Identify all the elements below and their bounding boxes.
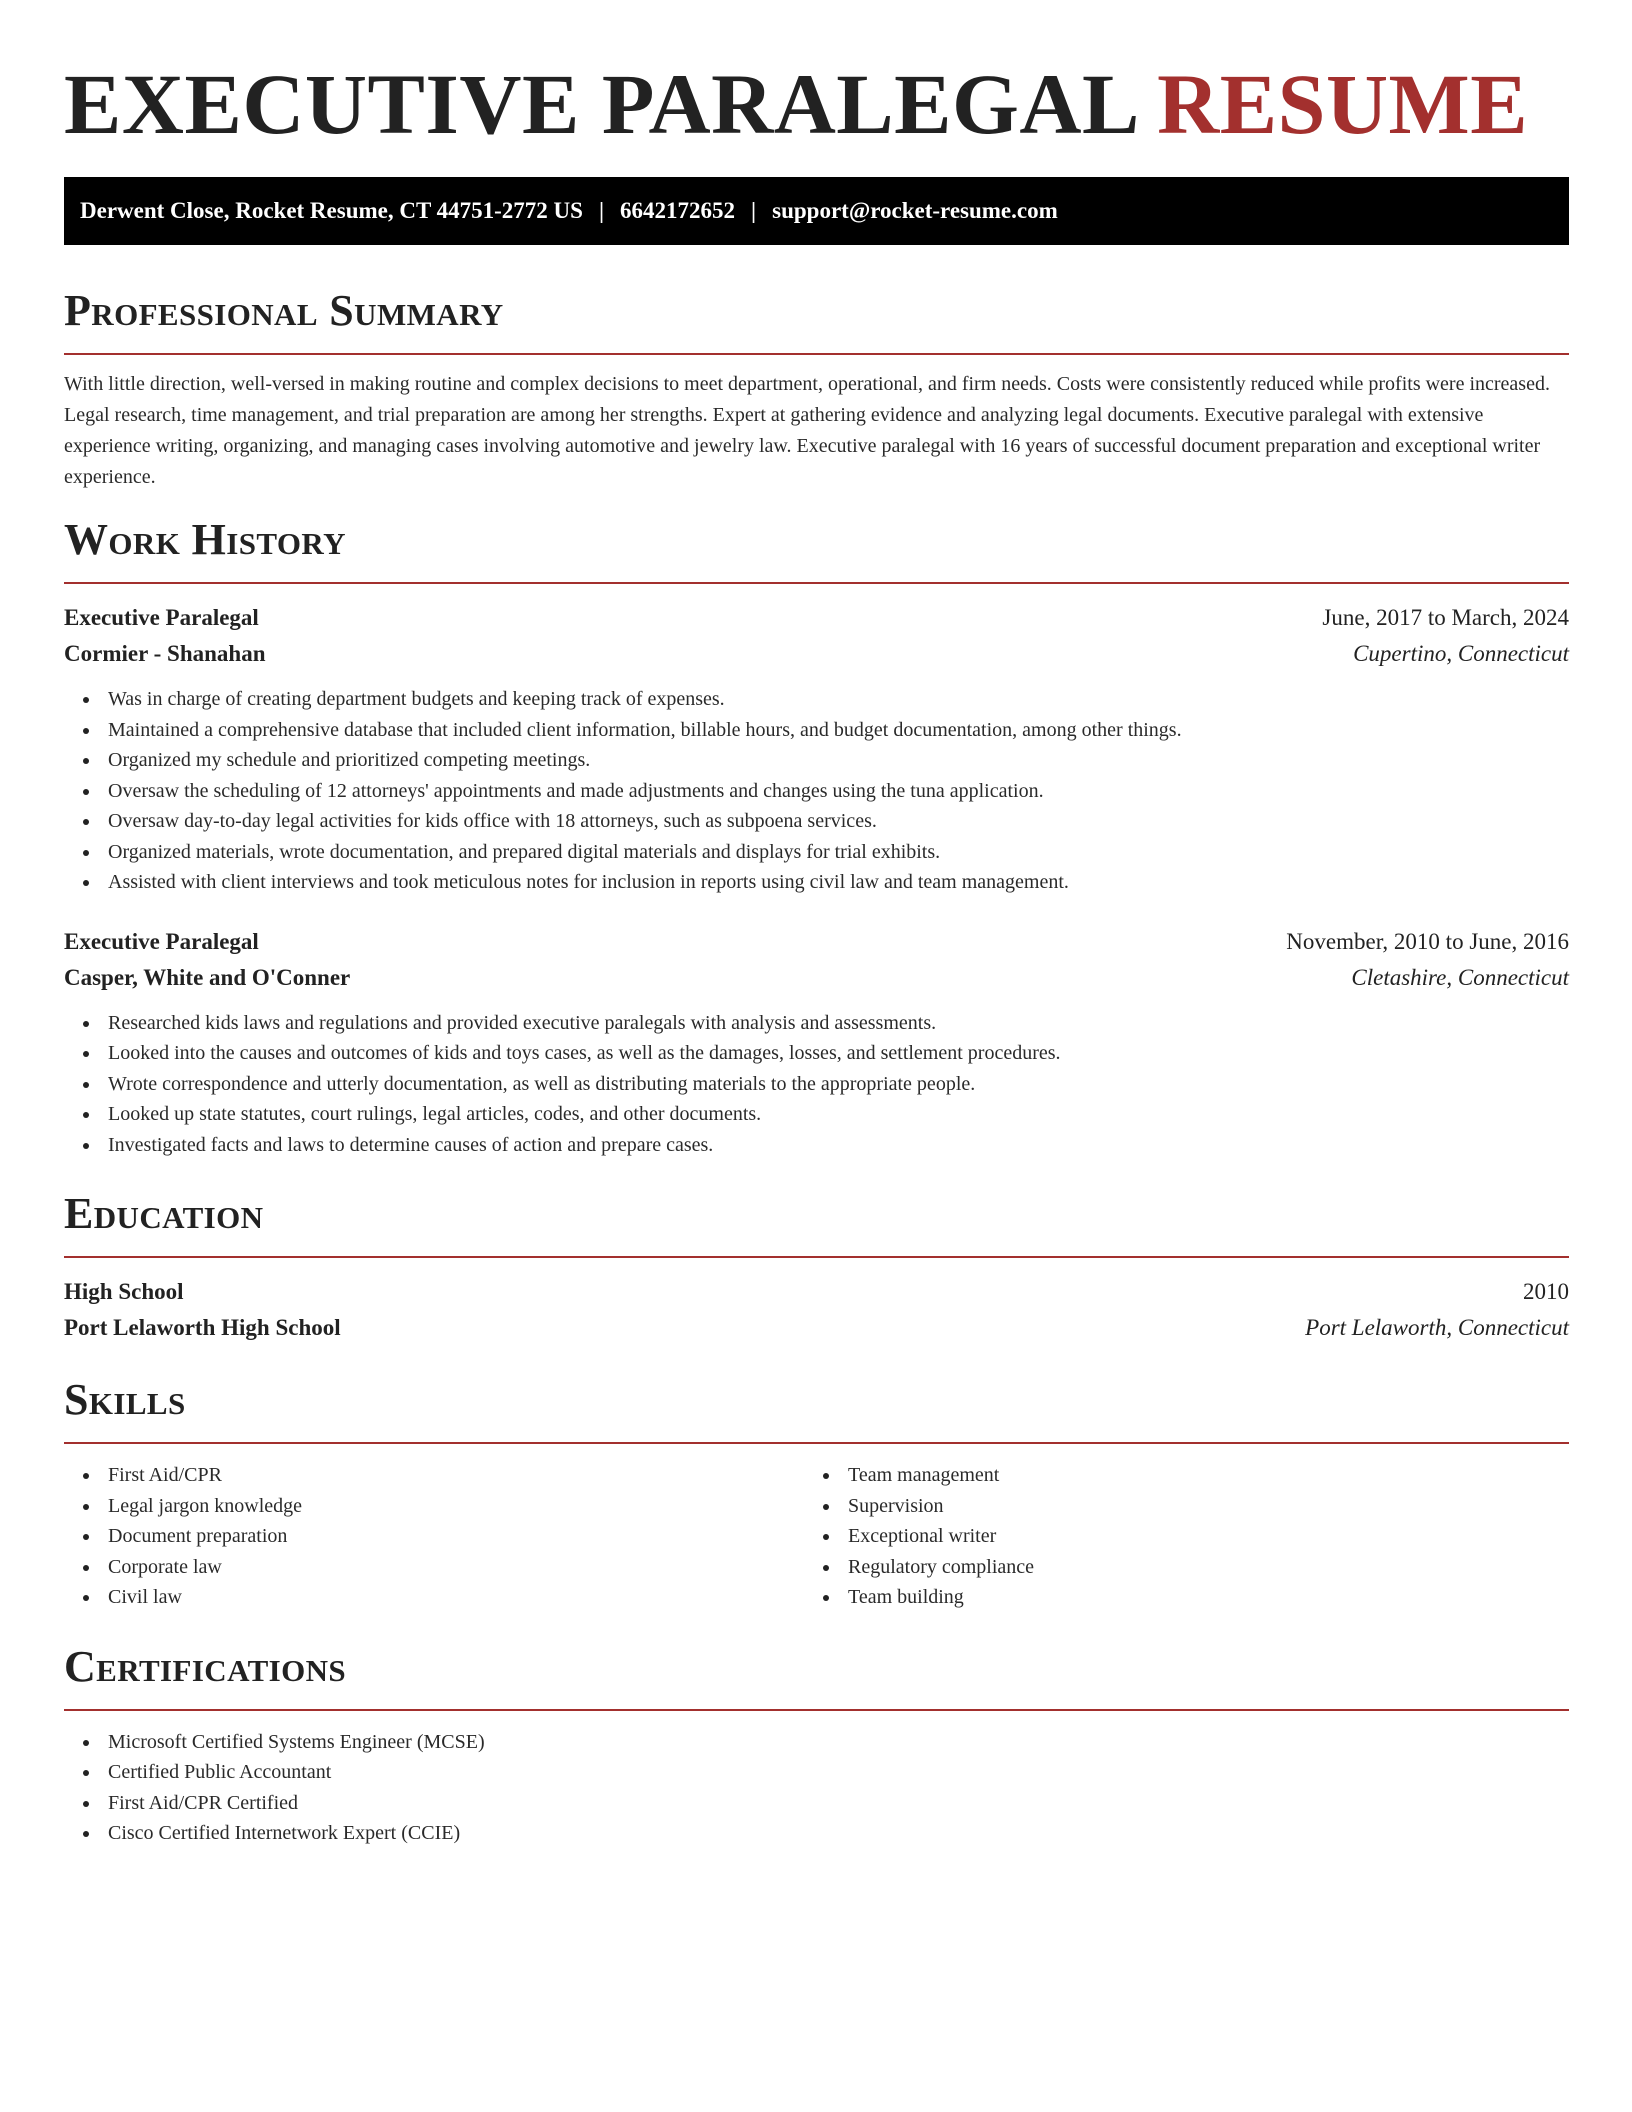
section-divider	[64, 582, 1569, 584]
list-item: Looked up state statutes, court rulings, legal articles, codes, and other documents.	[64, 1099, 1569, 1130]
education-location: Port Lelaworth, Connecticut	[1305, 1315, 1569, 1340]
section-heading: Education	[64, 1189, 264, 1238]
skill-item: Exceptional writer	[804, 1521, 1544, 1552]
title-accent: RESUME	[1157, 56, 1529, 152]
contact-separator: |	[751, 198, 757, 223]
skill-item: Corporate law	[64, 1552, 804, 1583]
section-heading: Certifications	[64, 1641, 347, 1691]
section-divider	[64, 1442, 1569, 1444]
certification-item: Cisco Certified Internetwork Expert (CCIE)	[64, 1818, 1569, 1849]
skills-column-left	[64, 1460, 804, 1613]
resume-title	[64, 0, 1569, 152]
job-dates: November, 2010 to June, 2016	[1286, 928, 1569, 954]
list-item: Investigated facts and laws to determine causes of action and prepare cases.	[64, 1130, 1569, 1161]
skill-item: Team management	[804, 1460, 1544, 1491]
education-degree: High School	[64, 1279, 184, 1304]
section-divider	[64, 1256, 1569, 1258]
job-company: Casper, White and O'Conner	[64, 964, 351, 990]
list-item: Researched kids laws and regulations and provided executive paralegals with analysis and assessments.	[64, 1008, 1569, 1039]
section-divider	[64, 1709, 1569, 1711]
list-item: Assisted with client interviews and took meticulous notes for inclusion in reports using civil law and team management.	[64, 867, 1569, 898]
section-heading: Professional Summary	[64, 286, 504, 335]
summary-text: With little direction, well-versed in making routine and complex decisions to meet department, operational, and firm needs. Costs were consistently reduced while profits were increased. Legal research, time management, and trial preparation are among her strengths. Expert at gathering evidence and analyzing legal documents. Executive paralegal with extensive experience writing, organizing, and managing cases involving automotive and jewelry law. Executive paralegal with 16 years of successful document preparation and exceptional writer experience.	[64, 373, 1550, 488]
skill-item: Document preparation	[64, 1521, 804, 1552]
job-title: Executive Paralegal	[64, 605, 259, 630]
contact-email[interactable]: support@rocket-resume.com	[772, 198, 1058, 223]
title-main: EXECUTIVE PARALEGAL	[64, 56, 1136, 152]
list-item: Organized my schedule and prioritized competing meetings.	[64, 745, 1569, 776]
education-school-row	[64, 1310, 1569, 1346]
skill-item: Regulatory compliance	[804, 1552, 1544, 1583]
skills-column-right	[804, 1460, 1544, 1613]
job-entry	[64, 924, 1569, 1161]
certification-item: First Aid/CPR Certified	[64, 1788, 1569, 1819]
skills-grid	[64, 1460, 1569, 1613]
section-divider	[64, 353, 1569, 355]
list-item: Wrote correspondence and utterly documentation, as well as distributing materials to the appropriate people.	[64, 1069, 1569, 1100]
section-heading: Work History	[64, 515, 346, 564]
skill-item: Supervision	[804, 1491, 1544, 1522]
certification-item: Certified Public Accountant	[64, 1757, 1569, 1788]
contact-address: Derwent Close, Rocket Resume, CT 44751-2772 US	[80, 198, 583, 223]
list-item: Looked into the causes and outcomes of kids and toys cases, as well as the damages, losses, and settlement procedures.	[64, 1038, 1569, 1069]
certifications-section	[64, 1639, 1569, 1849]
job-company-row	[64, 636, 1569, 672]
section-heading: Skills	[64, 1375, 186, 1424]
list-item: Was in charge of creating department budgets and keeping track of expenses.	[64, 684, 1569, 715]
job-company: Cormier - Shanahan	[64, 641, 266, 666]
skill-item: Civil law	[64, 1582, 804, 1613]
list-item: Organized materials, wrote documentation, and prepared digital materials and displays for trial exhibits.	[64, 837, 1569, 868]
certification-item: Microsoft Certified Systems Engineer (MCSE)	[64, 1727, 1569, 1758]
skill-item: Team building	[804, 1582, 1544, 1613]
education-school: Port Lelaworth High School	[64, 1315, 341, 1340]
job-location: Cupertino, Connecticut	[1353, 641, 1569, 666]
skill-item: First Aid/CPR	[64, 1460, 804, 1491]
list-item: Oversaw day-to-day legal activities for kids office with 18 attorneys, such as subpoena services.	[64, 806, 1569, 837]
job-entry	[64, 600, 1569, 898]
job-title: Executive Paralegal	[64, 928, 259, 954]
resume-page	[64, 0, 1569, 1849]
education-year: 2010	[1523, 1279, 1569, 1304]
job-bullets	[64, 684, 1569, 898]
job-dates: June, 2017 to March, 2024	[1322, 605, 1569, 630]
work-history-section	[64, 512, 1569, 1160]
education-section	[64, 1186, 1569, 1346]
contact-bar	[64, 177, 1569, 245]
job-bullets	[64, 1008, 1569, 1161]
contact-separator: |	[598, 198, 605, 223]
skill-item: Legal jargon knowledge	[64, 1491, 804, 1522]
job-title-row	[64, 924, 1569, 960]
list-item: Oversaw the scheduling of 12 attorneys' appointments and made adjustments and changes using the tuna application.	[64, 776, 1569, 807]
certifications-list	[64, 1727, 1569, 1849]
list-item: Maintained a comprehensive database that included client information, billable hours, and budget documentation, among other things.	[64, 715, 1569, 746]
contact-phone[interactable]: 6642172652	[620, 198, 736, 223]
job-company-row	[64, 960, 1569, 996]
job-title-row	[64, 600, 1569, 636]
job-location: Cletashire, Connecticut	[1351, 964, 1569, 990]
skills-section	[64, 1372, 1569, 1613]
summary-section	[64, 283, 1569, 493]
education-degree-row	[64, 1274, 1569, 1310]
